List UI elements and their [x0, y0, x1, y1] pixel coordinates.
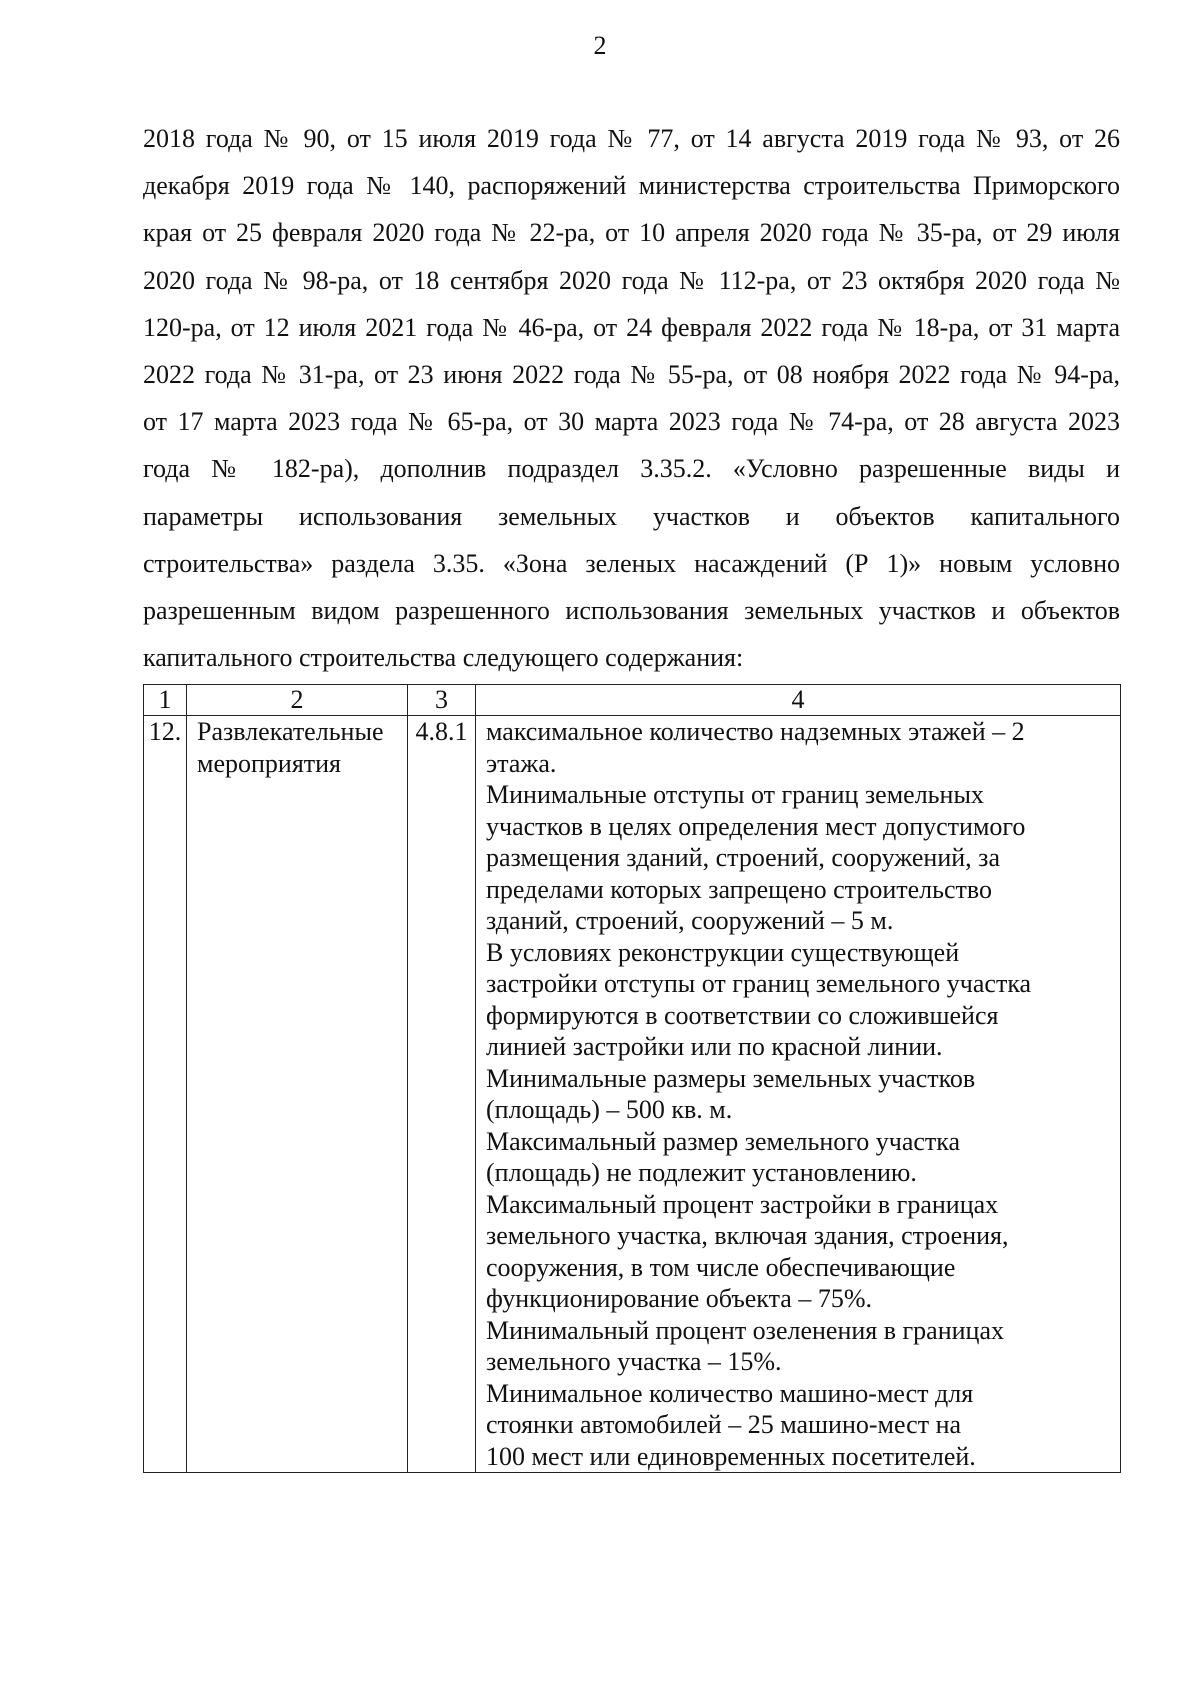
paragraph-line: от 17 марта 2023 года № 65-ра, от 30 марта 2023 года № 74-ра, от 28 августа 2023: [143, 407, 1120, 437]
parameter-line: Максимальный процент застройки в границах: [486, 1189, 999, 1219]
paragraph-line: разрешенным видом разрешенного использования земельных участков и объектов: [143, 596, 1120, 626]
paragraph-line: края от 25 февраля 2020 года № 22-ра, от 10 апреля 2020 года № 35-ра, от 29 июля: [143, 218, 1120, 248]
parameter-line: Минимальное количество машино-мест для: [486, 1378, 974, 1408]
parameter-line: зданий, строений, сооружений – 5 м.: [486, 906, 894, 935]
parameter-line: линией застройки или по красной линии.: [486, 1032, 943, 1061]
paragraph-line: 2020 года № 98-ра, от 18 сентября 2020 года № 112-ра, от 23 октября 2020 года №: [143, 265, 1120, 295]
column-header: 3: [408, 685, 476, 716]
row-number-cell: 12.: [144, 716, 187, 1473]
parameter-line: Максимальный размер земельного участка: [486, 1126, 961, 1156]
parameter-line: земельного участка – 15%.: [486, 1347, 782, 1376]
paragraph-line: строительства» раздела 3.35. «Зона зеленых насаждений (Р 1)» новым условно: [143, 548, 1120, 578]
parameter-line: Минимальные отступы от границ земельных: [486, 780, 984, 809]
parameter-line: 100 мест или единовременных посетителей.: [486, 1441, 976, 1471]
use-name-line: Развлекательные: [197, 717, 384, 746]
paragraph-line: параметры использования земельных участков и объектов капитального: [143, 501, 1120, 531]
parameter-line: застройки отступы от границ земельного участка: [486, 969, 1032, 998]
parameter-line: сооружения, в том числе обеспечивающие: [486, 1252, 956, 1282]
parameter-line: земельного участка, включая здания, строения,: [486, 1221, 1009, 1250]
use-name-line: мероприятия: [197, 748, 342, 778]
parameter-line: Минимальный процент озеленения в границах: [486, 1315, 1005, 1345]
amendment-paragraph: [143, 115, 1120, 681]
column-header: 2: [187, 685, 408, 716]
parameter-line: функционирование объекта – 75%.: [486, 1284, 872, 1313]
table-row: [144, 716, 1121, 1473]
paragraph-line: 2022 года № 31-ра, от 23 июня 2022 года № 55-ра, от 08 ноября 2022 года № 94-ра,: [143, 360, 1120, 390]
parameter-line: формируются в соответствии со сложившейся: [486, 1000, 999, 1030]
parameter-line: участков в целях определения мест допустимого: [486, 811, 1026, 841]
use-name-cell: [187, 716, 408, 1473]
parameter-line: В условиях реконструкции существующей: [486, 937, 960, 967]
land-use-table: [143, 684, 1121, 1473]
parameter-line: стоянки автомобилей – 25 машино-мест на: [486, 1410, 962, 1439]
page-number: 2: [593, 31, 607, 60]
parameter-line: пределами которых запрещено строительство: [486, 874, 992, 904]
parameter-line: (площадь) – 500 кв. м.: [486, 1095, 733, 1124]
paragraph-line: 120-ра, от 12 июля 2021 года № 46-ра, от 24 февраля 2022 года № 18-ра, от 31 марта: [143, 312, 1120, 342]
parameter-line: максимальное количество надземных этажей – 2: [486, 717, 1025, 746]
parameter-line: Минимальные размеры земельных участков: [486, 1063, 976, 1093]
use-code-cell: 4.8.1: [408, 716, 476, 1473]
paragraph-line: года № 182-ра), дополнив подраздел 3.35.2. «Условно разрешенные виды и: [143, 454, 1120, 484]
parameters-cell: [476, 716, 1121, 1473]
paragraph-line: декабря 2019 года № 140, распоряжений министерства строительства Приморского: [143, 171, 1120, 201]
table-header-row: [144, 685, 1121, 716]
paragraph-line: капитального строительства следующего содержания:: [143, 643, 744, 673]
column-header: 1: [144, 685, 187, 716]
parameter-line: размещения зданий, строений, сооружений, за: [486, 843, 1000, 872]
column-header: 4: [476, 685, 1121, 716]
parameter-line: этажа.: [486, 748, 557, 778]
parameter-line: (площадь) не подлежит установлению.: [486, 1158, 917, 1187]
paragraph-line: 2018 года № 90, от 15 июля 2019 года № 77, от 14 августа 2019 года № 93, от 26: [143, 124, 1120, 153]
